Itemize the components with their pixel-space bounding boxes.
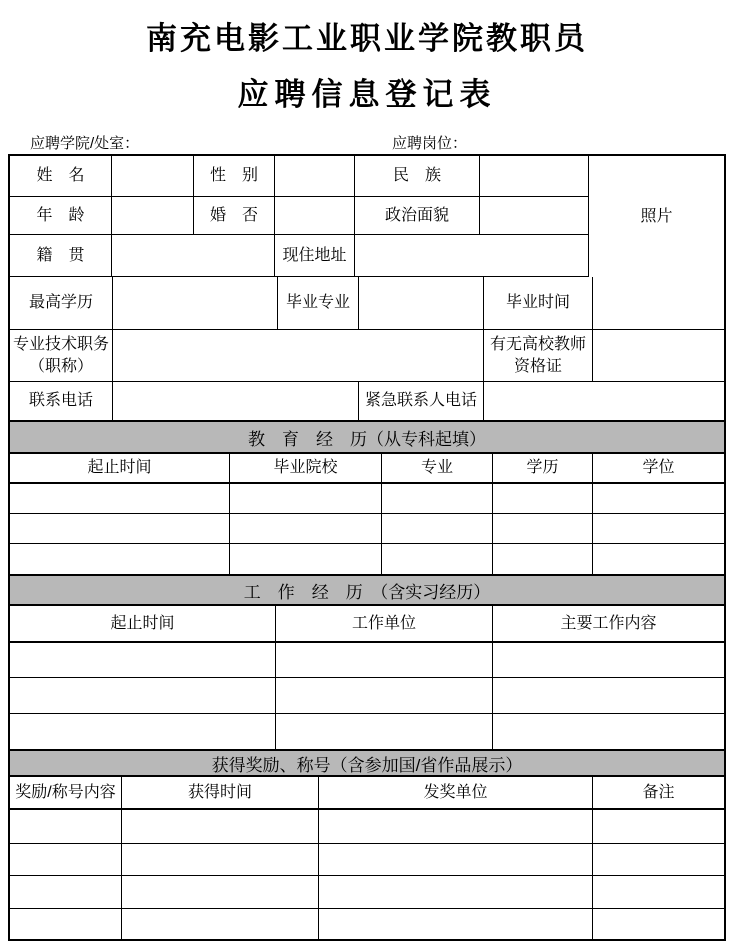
work-empty-cell[interactable] bbox=[10, 643, 276, 678]
teacher-cert-label-line2: 资格证 bbox=[513, 357, 562, 375]
award-empty-cell[interactable] bbox=[122, 810, 319, 844]
awards-grid bbox=[10, 777, 724, 939]
edu-empty-cell[interactable] bbox=[382, 514, 493, 544]
edu-empty-cell[interactable] bbox=[10, 544, 230, 574]
apply-position-label: 应聘岗位： bbox=[392, 135, 468, 152]
award-empty-cell[interactable] bbox=[10, 810, 122, 844]
award-empty-cell[interactable] bbox=[10, 844, 122, 876]
awards-section-bar: 获得奖励、称号（含参加国/省作品展示） bbox=[10, 749, 724, 777]
gender-label: 性 别 bbox=[194, 156, 275, 197]
edu-empty-cell[interactable] bbox=[382, 544, 493, 574]
edu-empty-cell[interactable] bbox=[593, 484, 724, 514]
edu-empty-cell[interactable] bbox=[230, 514, 382, 544]
marital-status-value-cell[interactable] bbox=[275, 197, 355, 235]
edu-empty-cell[interactable] bbox=[382, 484, 493, 514]
award-empty-cell[interactable] bbox=[319, 909, 593, 939]
emergency-phone-label: 紧急联系人电话 bbox=[359, 382, 484, 420]
work-empty-cell[interactable] bbox=[10, 714, 276, 749]
work-empty-cell[interactable] bbox=[10, 678, 276, 714]
award-empty-cell[interactable] bbox=[319, 810, 593, 844]
apply-department-label: 应聘学院/处室： bbox=[30, 135, 140, 152]
work-header-duties: 主要工作内容 bbox=[493, 606, 724, 643]
edu-empty-cell[interactable] bbox=[493, 484, 593, 514]
award-header-content: 奖励/称号内容 bbox=[10, 777, 122, 810]
edu-header-school: 毕业院校 bbox=[230, 454, 382, 484]
work-empty-cell[interactable] bbox=[493, 643, 724, 678]
highest-education-value-cell[interactable] bbox=[113, 277, 278, 330]
highest-education-label: 最高学历 bbox=[10, 277, 113, 330]
form-title-line2: 应聘信息登记表 bbox=[237, 77, 497, 112]
edu-empty-cell[interactable] bbox=[10, 484, 230, 514]
edu-header-degree: 学位 bbox=[593, 454, 724, 484]
award-empty-cell[interactable] bbox=[319, 844, 593, 876]
form-title-block bbox=[0, 0, 734, 114]
personal-info-grid-bottom bbox=[10, 277, 724, 420]
graduation-time-value-cell[interactable] bbox=[593, 277, 724, 330]
work-empty-cell[interactable] bbox=[493, 678, 724, 714]
gender-value-cell[interactable] bbox=[275, 156, 355, 197]
edu-empty-cell[interactable] bbox=[493, 544, 593, 574]
work-empty-cell[interactable] bbox=[276, 714, 493, 749]
work-empty-cell[interactable] bbox=[276, 643, 493, 678]
phone-label: 联系电话 bbox=[10, 382, 113, 420]
graduation-time-label: 毕业时间 bbox=[484, 277, 593, 330]
ethnicity-value-cell[interactable] bbox=[480, 156, 589, 197]
work-empty-cell[interactable] bbox=[493, 714, 724, 749]
top-labels-row bbox=[0, 132, 734, 154]
work-empty-cell[interactable] bbox=[276, 678, 493, 714]
award-empty-cell[interactable] bbox=[593, 810, 724, 844]
edu-empty-cell[interactable] bbox=[230, 544, 382, 574]
work-header-employer: 工作单位 bbox=[276, 606, 493, 643]
award-empty-cell[interactable] bbox=[593, 909, 724, 939]
award-empty-cell[interactable] bbox=[10, 876, 122, 909]
personal-info-grid-top bbox=[10, 156, 724, 277]
professional-title-label-line2: （职称） bbox=[28, 357, 93, 375]
emergency-phone-value-cell[interactable] bbox=[484, 382, 724, 420]
teacher-cert-label-line1: 有无高校教师 bbox=[489, 335, 586, 353]
professional-title-value-cell[interactable] bbox=[113, 330, 484, 382]
award-header-issuer: 发奖单位 bbox=[319, 777, 593, 810]
address-value-cell[interactable] bbox=[355, 235, 589, 277]
award-empty-cell[interactable] bbox=[593, 876, 724, 909]
work-section-bar: 工 作 经 历 （含实习经历） bbox=[10, 574, 724, 606]
award-header-remarks: 备注 bbox=[593, 777, 724, 810]
award-empty-cell[interactable] bbox=[122, 844, 319, 876]
edu-header-major: 专业 bbox=[382, 454, 493, 484]
graduation-major-label: 毕业专业 bbox=[278, 277, 359, 330]
edu-empty-cell[interactable] bbox=[10, 514, 230, 544]
political-status-label: 政治面貌 bbox=[355, 197, 480, 235]
edu-empty-cell[interactable] bbox=[593, 514, 724, 544]
education-section-bar: 教 育 经 历（从专科起填） bbox=[10, 420, 724, 454]
professional-title-label-line1: 专业技术职务 bbox=[12, 335, 109, 353]
name-value-cell[interactable] bbox=[112, 156, 194, 197]
edu-header-period: 起止时间 bbox=[10, 454, 230, 484]
age-value-cell[interactable] bbox=[112, 197, 194, 235]
address-label: 现住地址 bbox=[275, 235, 355, 277]
award-empty-cell[interactable] bbox=[10, 909, 122, 939]
award-empty-cell[interactable] bbox=[319, 876, 593, 909]
form-title-line1: 南充电影工业职业学院教职员 bbox=[146, 21, 588, 56]
work-header-period: 起止时间 bbox=[10, 606, 276, 643]
professional-title-label bbox=[10, 330, 113, 382]
phone-value-cell[interactable] bbox=[113, 382, 359, 420]
marital-status-label: 婚 否 bbox=[194, 197, 275, 235]
award-header-time: 获得时间 bbox=[122, 777, 319, 810]
edu-empty-cell[interactable] bbox=[493, 514, 593, 544]
award-empty-cell[interactable] bbox=[122, 909, 319, 939]
registration-table bbox=[8, 154, 726, 941]
edu-empty-cell[interactable] bbox=[230, 484, 382, 514]
native-place-label: 籍 贯 bbox=[10, 235, 112, 277]
photo-cell: 照片 bbox=[640, 207, 673, 225]
political-status-value-cell[interactable] bbox=[480, 197, 589, 235]
native-place-value-cell[interactable] bbox=[112, 235, 275, 277]
teacher-cert-value-cell[interactable] bbox=[593, 330, 724, 382]
name-label: 姓 名 bbox=[10, 156, 112, 197]
education-grid bbox=[10, 454, 724, 574]
award-empty-cell[interactable] bbox=[593, 844, 724, 876]
graduation-major-value-cell[interactable] bbox=[359, 277, 484, 330]
age-label: 年 龄 bbox=[10, 197, 112, 235]
edu-header-education-level: 学历 bbox=[493, 454, 593, 484]
award-empty-cell[interactable] bbox=[122, 876, 319, 909]
edu-empty-cell[interactable] bbox=[593, 544, 724, 574]
teacher-cert-label bbox=[484, 330, 593, 382]
ethnicity-label: 民 族 bbox=[355, 156, 480, 197]
work-grid bbox=[10, 606, 724, 749]
